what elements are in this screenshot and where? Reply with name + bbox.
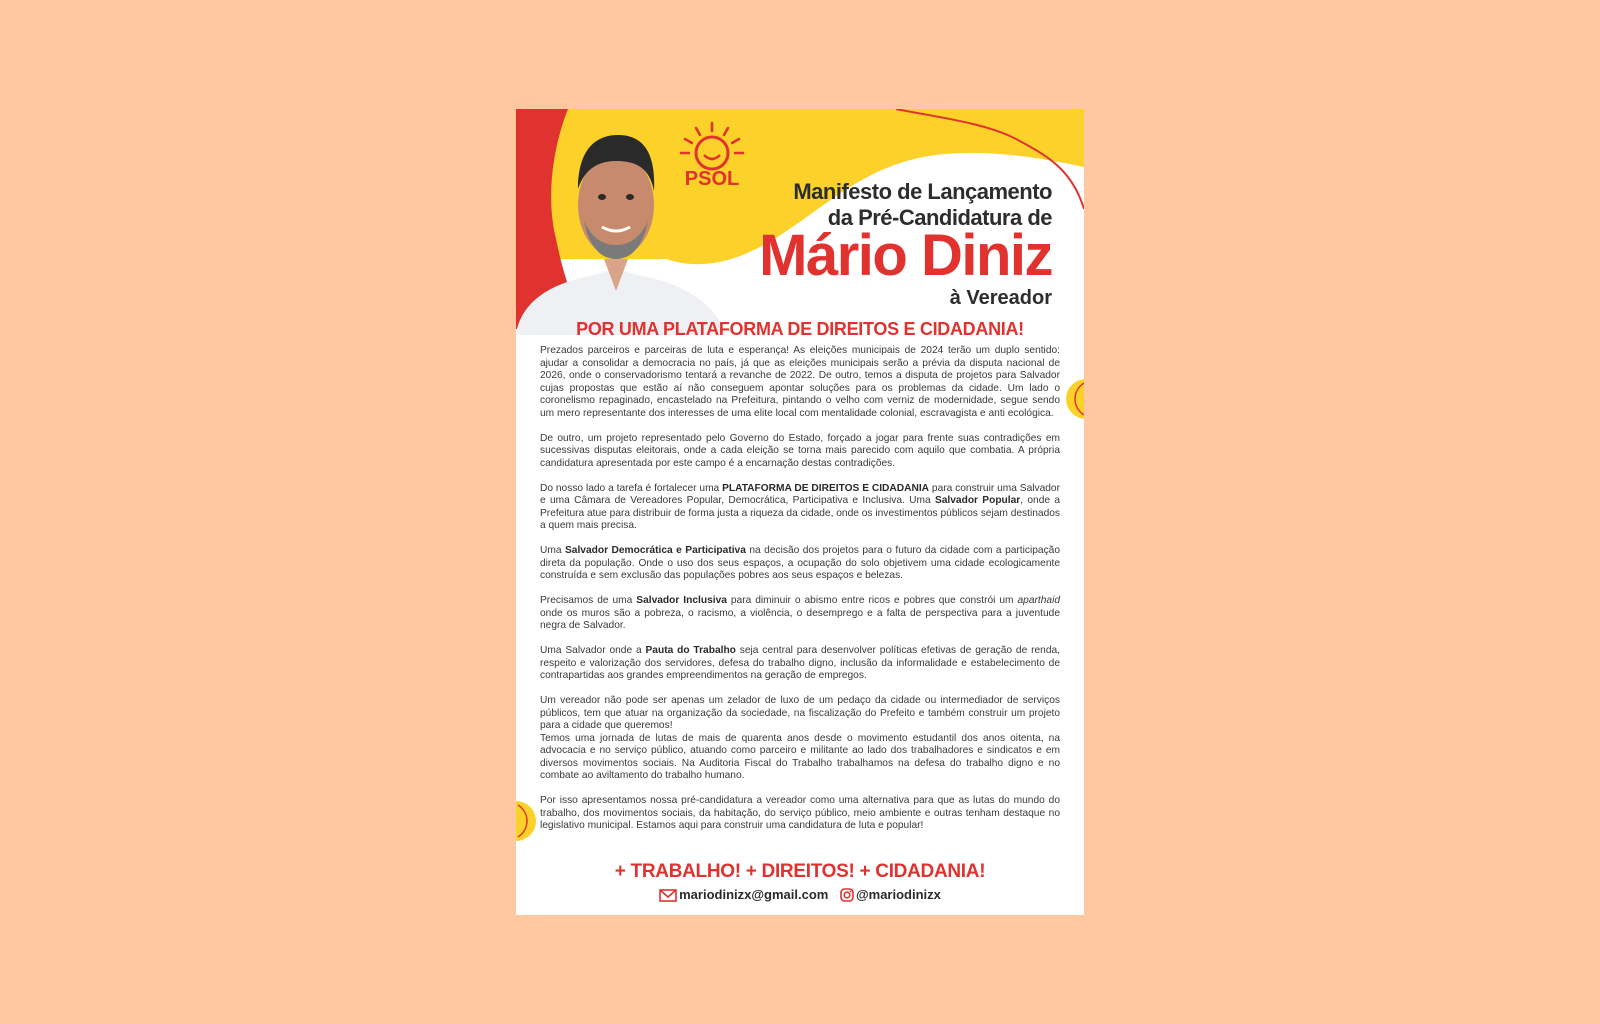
bold-text: Salvador Democrática e Participativa <box>565 545 746 556</box>
paragraph-text: Uma Salvador onde a <box>540 645 646 656</box>
manifesto-body <box>540 345 1060 845</box>
bold-text: PLATAFORMA DE DIREITOS E CIDADANIA <box>722 482 930 494</box>
manifesto-paragraph <box>540 545 1060 583</box>
paragraph-text: , onde a Prefeitura atue para distribuir de forma justa a riqueza da cidade, onde os investimentos públicos sejam destinados a quem mais precisa. <box>540 495 1060 531</box>
paragraph-text: De outro, um projeto representado pelo Governo do Estado, forçado a jogar para frente suas contradições em sucessivas disputas eleitorais, onde a cada eleição se torna mais parecido com aquilo que combatia. A própria candidatura apresentada por este campo é a encarnação destas contradições. <box>540 432 1060 469</box>
heading-line-2: da Pré-Candidatura de <box>827 205 1052 230</box>
paragraph-text: Por isso apresentamos nossa pré-candidatura a vereador como uma alternativa para que as lutas do mundo do trabalho, dos movimentos sociais, da habitação, do serviço público, meio ambiente e outras tenham destaque no legislativo municipal. Estamos aqui para construir uma candidatura de luta e popular! <box>540 795 1060 831</box>
bold-text: Pauta do Trabalho <box>645 645 736 656</box>
instagram-contact[interactable] <box>840 887 941 902</box>
paragraph-text: Uma <box>540 545 565 556</box>
manifesto-paragraph <box>540 645 1060 683</box>
paragraph-text: para diminuir o abismo entre ricos e pobres que constrói um <box>726 595 1018 606</box>
decorative-dot-left <box>516 799 538 843</box>
contacts <box>516 887 1084 902</box>
paragraph-text: Do nosso lado a tarefa é fortalecer uma <box>540 482 723 494</box>
manifesto-paragraph <box>540 795 1060 833</box>
paragraph-text: onde os muros são a pobreza, o racismo, a violência, o desemprego e a falta de perspectiva para a juventude negra de Salvador. <box>540 607 1060 631</box>
candidate-role: à Vereador <box>949 287 1052 309</box>
bold-text: Salvador Popular <box>934 495 1021 506</box>
psol-logo <box>676 119 748 191</box>
bold-text: Salvador Inclusiva <box>636 595 727 606</box>
candidate-name: Mário Diniz <box>759 223 1052 288</box>
paragraph-text: Precisamos de uma <box>540 595 637 606</box>
email-contact[interactable] <box>659 887 828 902</box>
paragraph-text: Prezados parceiros e parceiras de luta e esperança! As eleições municipais de 2024 terão um duplo sentido: ajudar a consolidar a democracia no país, já que as eleições municipais serão a prévia da disputa nacional de 2026, onde o conservadorismo tentará a revanche de 2022. De outro, temos a disputa de projetos para Salvador cujas propostas que estão aí não conseguem apontar soluções para os problemas da cidade. Um lado o coronelismo repaginado, encastelado na Prefeitura, pintando o velho com verniz de modernidade, segue sendo um mero representante dos interesses de uma elite local com mentalidade colonial, escravagista e anti ecológica. <box>540 345 1060 419</box>
envelope-icon <box>659 889 677 902</box>
paragraph-text: na decisão dos projetos para o futuro da cidade com a participação direta da população. Onde o uso dos seus espaços, a ocupação do solo objetivem uma cidade ecologicamente construída e sem exclusão das populações pobres aos seus espaços e belezas. <box>540 545 1061 581</box>
manifesto-paragraph <box>540 433 1060 471</box>
italic-text: aparthaid <box>1017 595 1060 606</box>
psol-logo-text: PSOL <box>684 168 740 190</box>
heading-line-1: Manifesto de Lançamento <box>793 179 1052 204</box>
paragraph-text: seja central para desenvolver políticas efetivas de geração de renda, respeito e valorização dos servidores, defesa do trabalho digno, inclusão da informalidade e estabelecimento de contrapartidas aos grandes empreendimentos na geração de empregos. <box>540 645 1060 681</box>
manifesto-paragraph <box>540 695 1060 783</box>
paragraph-text: Um vereador não pode ser apenas um zelador de luxo de um pedaço da cidade ou intermediador de serviços públicos, tem que atuar na organização da sociedade, na fiscalização do Prefeito e também construir um projeto para a cidade que queremos! <box>540 695 1060 731</box>
manifesto-paragraph <box>540 345 1060 420</box>
campaign-flyer <box>516 109 1084 915</box>
manifesto-paragraph <box>540 483 1060 533</box>
email-text: mariodinizx@gmail.com <box>679 887 829 902</box>
paragraph-text: Temos uma jornada de lutas de mais de quarenta anos desde o movimento estudantil dos anos oitenta, na advocacia e no serviço público, atuando como parceiro e militante ao lado dos trabalhadores e sindicatos e em diversos movimentos sociais. Na Auditoria Fiscal do Trabalho trabalhamos na defesa do trabalho digno e no combate ao aviltamento do trabalho humano. <box>540 732 1060 781</box>
decorative-dot-right <box>1064 377 1084 421</box>
slogan: POR UMA PLATAFORMA DE DIREITOS E CIDADANIA! <box>576 319 1024 339</box>
paragraph-text: para construir uma Salvador e uma Câmara de Vereadores Popular, Democrática, Participativa e Inclusiva. Uma <box>540 482 1060 506</box>
instagram-text: @mariodinizx <box>855 887 941 902</box>
footer-slogan: + TRABALHO! + DIREITOS! + CIDADANIA! <box>614 861 986 882</box>
manifesto-paragraph <box>540 595 1060 633</box>
instagram-icon <box>840 888 854 902</box>
